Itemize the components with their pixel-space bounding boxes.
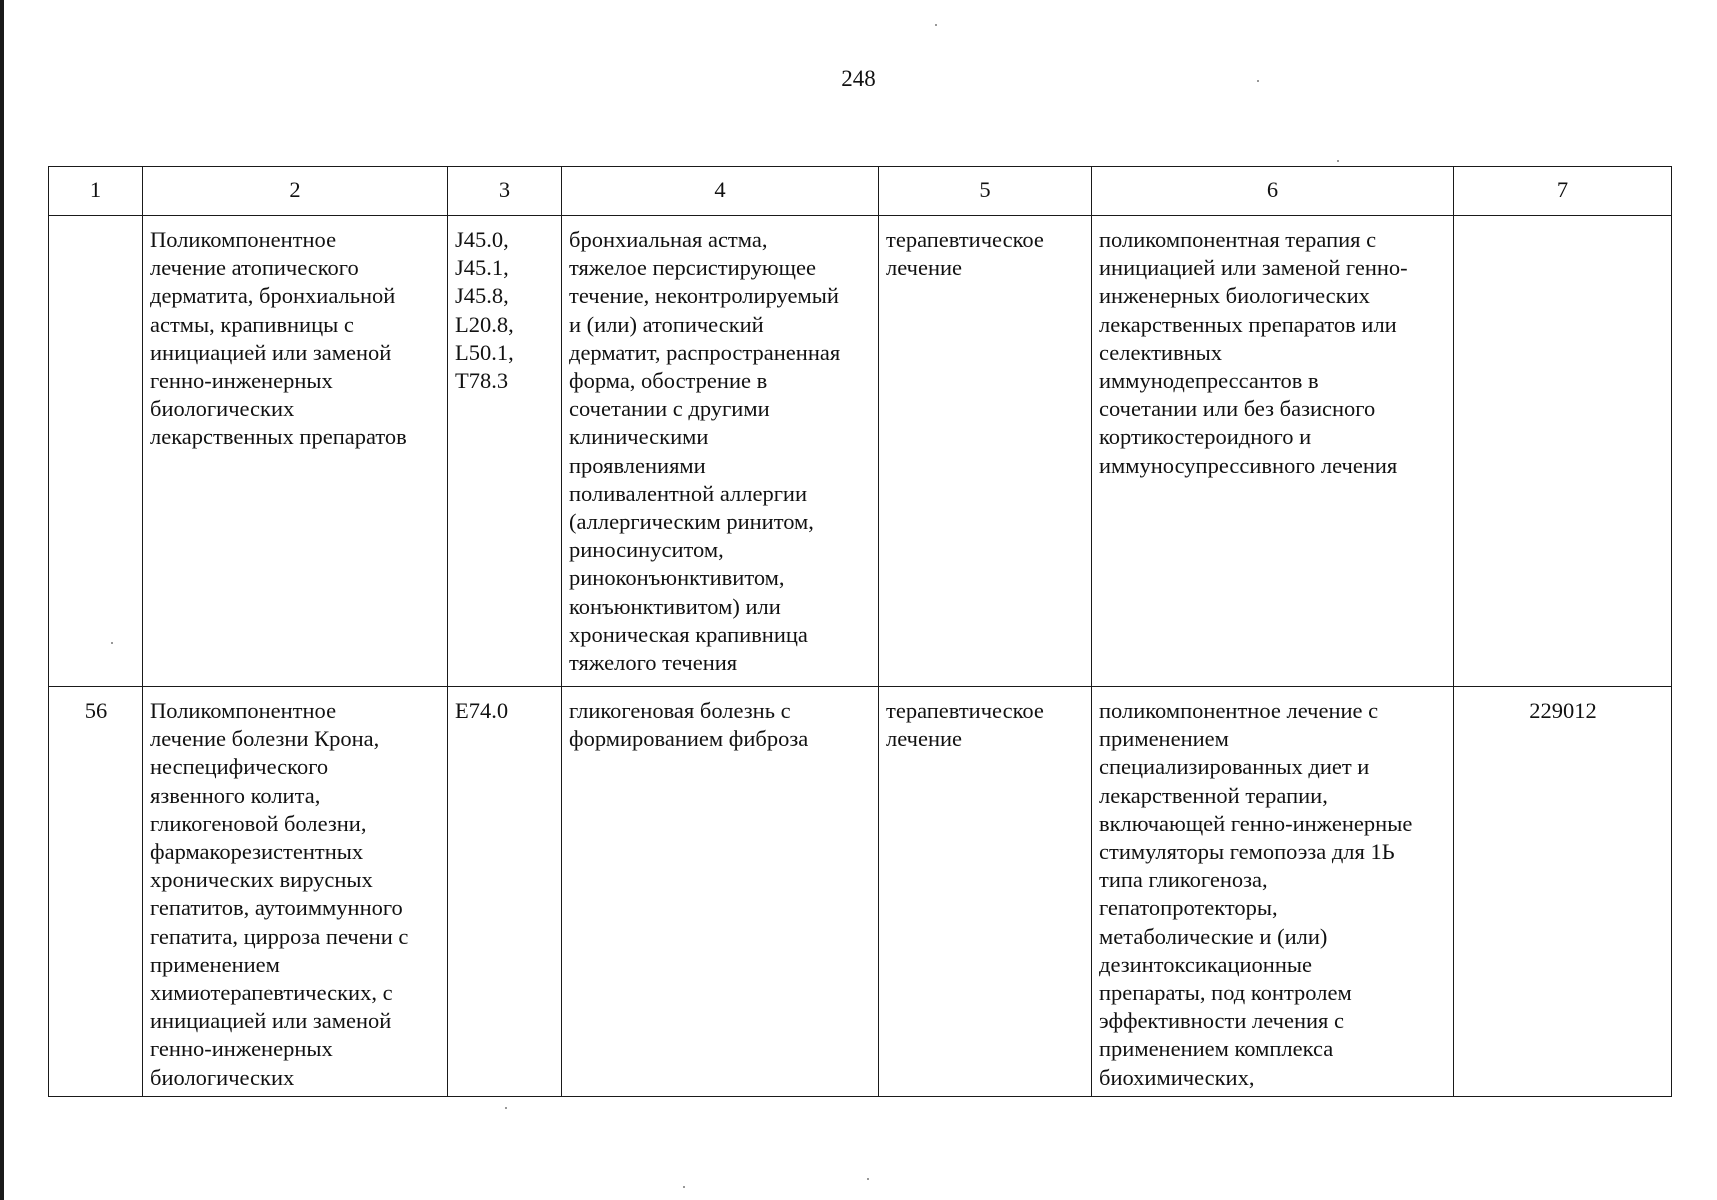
treatment-name-line: фармакорезистентных bbox=[150, 839, 364, 865]
treatment-name-cell bbox=[143, 216, 448, 687]
scan-speck bbox=[505, 1107, 507, 1109]
scan-speck bbox=[683, 1186, 685, 1188]
treatment-name-line: гликогеновой болезни, bbox=[150, 810, 367, 836]
treatment-name-line: Поликомпонентное bbox=[150, 227, 337, 252]
treatment-method-cell bbox=[1092, 687, 1454, 1097]
row-number-cell bbox=[49, 216, 143, 687]
treatment-name-line: астмы, крапивницы с bbox=[150, 311, 354, 337]
diagnosis-code: J45.8, bbox=[455, 283, 509, 309]
treatment-method-line: сочетании или без базисного bbox=[1099, 396, 1376, 422]
treatment-name-line: биологических bbox=[150, 396, 295, 422]
treatment-method-line: иммуносупрессивного лечения bbox=[1099, 452, 1398, 478]
column-number-5: 5 bbox=[879, 167, 1092, 216]
treatment-table bbox=[48, 166, 1672, 1097]
cost-value: 229012 bbox=[1529, 698, 1597, 723]
column-number-2: 2 bbox=[143, 167, 448, 216]
treatment-name-line: хронических вирусных bbox=[150, 867, 373, 893]
scan-speck bbox=[1257, 80, 1259, 82]
treatment-name-line: язвенного колита, bbox=[150, 782, 321, 808]
scan-edge bbox=[0, 0, 4, 1200]
treatment-method-line: препараты, под контролем bbox=[1099, 980, 1352, 1006]
treatment-method-line: инициацией или заменой генно- bbox=[1099, 255, 1408, 281]
treatment-name-line: генно-инженерных bbox=[150, 1036, 333, 1062]
diagnosis-codes-cell bbox=[448, 687, 562, 1097]
treatment-method-line: типа гликогеноза, bbox=[1099, 867, 1268, 893]
treatment-method-line: применением bbox=[1099, 726, 1229, 752]
patient-model-line: бронхиальная астма, bbox=[569, 227, 768, 252]
treatment-name-line: Поликомпонентное bbox=[150, 698, 337, 723]
treatment-method-line: лекарственной терапии, bbox=[1099, 782, 1328, 808]
patient-model-line: клиническими bbox=[569, 424, 709, 450]
treatment-method-line: иммунодепрессантов в bbox=[1099, 368, 1319, 394]
treatment-method-line: кортикостероидного и bbox=[1099, 424, 1312, 450]
cost-cell bbox=[1454, 687, 1672, 1097]
treatment-name-line: лечение атопического bbox=[150, 255, 359, 281]
table-row bbox=[49, 687, 1672, 1097]
column-number-3: 3 bbox=[448, 167, 562, 216]
treatment-type-line: терапевтическое bbox=[886, 698, 1044, 723]
treatment-name-line: неспецифического bbox=[150, 754, 329, 780]
patient-model-line: формированием фиброза bbox=[569, 726, 809, 752]
scan-speck bbox=[935, 24, 937, 26]
diagnosis-code: E74.0 bbox=[455, 698, 509, 723]
diagnosis-code: J45.0, bbox=[455, 227, 509, 252]
treatment-method-line: включающей генно-инженерные bbox=[1099, 810, 1413, 836]
treatment-name-line: генно-инженерных bbox=[150, 368, 333, 394]
treatment-method-line: гепатопротекторы, bbox=[1099, 895, 1278, 921]
treatment-name-line: лекарственных препаратов bbox=[150, 424, 407, 450]
treatment-method-line: эффективности лечения с bbox=[1099, 1008, 1345, 1034]
treatment-type-line: лечение bbox=[886, 255, 963, 281]
treatment-type-line: терапевтическое bbox=[886, 227, 1044, 252]
patient-model-line: форма, обострение в bbox=[569, 368, 768, 394]
diagnosis-code: T78.3 bbox=[455, 368, 509, 394]
treatment-method-line: поликомпонентное лечение с bbox=[1099, 698, 1379, 723]
patient-model-line: риноконъюнктивитом, bbox=[569, 565, 785, 591]
treatment-method-line: инженерных биологических bbox=[1099, 283, 1370, 309]
column-number-7: 7 bbox=[1454, 167, 1672, 216]
treatment-name-line: дерматита, бронхиальной bbox=[150, 283, 396, 309]
treatment-name-line: биологических bbox=[150, 1064, 295, 1090]
patient-model-line: поливалентной аллергии bbox=[569, 480, 808, 506]
treatment-method-line: метаболические и (или) bbox=[1099, 923, 1328, 949]
patient-model-line: риносинуситом, bbox=[569, 537, 724, 563]
table-row bbox=[49, 216, 1672, 687]
row-number: 56 bbox=[84, 698, 108, 723]
treatment-name-line: инициацией или заменой bbox=[150, 1008, 392, 1034]
treatment-type-cell bbox=[879, 687, 1092, 1097]
column-number-1: 1 bbox=[49, 167, 143, 216]
treatment-name-line: гепатита, цирроза печени с bbox=[150, 923, 409, 949]
diagnosis-code: L20.8, bbox=[455, 311, 514, 337]
page-number: 248 bbox=[841, 66, 876, 91]
patient-model-line: тяжелого течения bbox=[569, 650, 738, 676]
treatment-name-line: инициацией или заменой bbox=[150, 339, 392, 365]
scan-speck bbox=[111, 642, 113, 644]
treatment-method-line: биохимических, bbox=[1099, 1064, 1255, 1090]
treatment-name-cell bbox=[143, 687, 448, 1097]
scan-speck bbox=[1337, 160, 1339, 162]
row-number-cell bbox=[49, 687, 143, 1097]
patient-model-line: тяжелое персистирующее bbox=[569, 255, 816, 281]
column-number-row bbox=[49, 167, 1672, 216]
patient-model-line: и (или) атопический bbox=[569, 311, 764, 337]
patient-model-line: хроническая крапивница bbox=[569, 621, 808, 647]
treatment-method-line: лекарственных препаратов или bbox=[1099, 311, 1397, 337]
patient-model-line: гликогеновая болезнь с bbox=[569, 698, 791, 723]
diagnosis-code: L50.1, bbox=[455, 339, 514, 365]
patient-model-line: проявлениями bbox=[569, 452, 706, 478]
treatment-name-line: лечение болезни Крона, bbox=[150, 726, 380, 752]
treatment-method-line: селективных bbox=[1099, 339, 1223, 365]
cost-cell bbox=[1454, 216, 1672, 687]
patient-model-line: конъюнктивитом) или bbox=[569, 593, 781, 619]
treatment-method-line: специализированных диет и bbox=[1099, 754, 1370, 780]
patient-model-cell bbox=[562, 216, 879, 687]
scan-speck bbox=[867, 1178, 869, 1180]
diagnosis-codes-cell bbox=[448, 216, 562, 687]
patient-model-cell bbox=[562, 687, 879, 1097]
treatment-method-cell bbox=[1092, 216, 1454, 687]
treatment-method-line: дезинтоксикационные bbox=[1099, 951, 1312, 977]
treatment-method-line: стимуляторы гемопоэза для 1Ь bbox=[1099, 839, 1395, 865]
treatment-type-line: лечение bbox=[886, 726, 963, 752]
patient-model-line: течение, неконтролируемый bbox=[569, 283, 839, 309]
column-number-4: 4 bbox=[562, 167, 879, 216]
treatment-name-line: гепатитов, аутоиммунного bbox=[150, 895, 403, 921]
treatment-method-line: поликомпонентная терапия с bbox=[1099, 227, 1377, 252]
treatment-name-line: применением bbox=[150, 951, 280, 977]
patient-model-line: сочетании с другими bbox=[569, 396, 770, 422]
patient-model-line: (аллергическим ринитом, bbox=[569, 509, 814, 535]
treatment-type-cell bbox=[879, 216, 1092, 687]
treatment-name-line: химиотерапевтических, с bbox=[150, 980, 393, 1006]
column-number-6: 6 bbox=[1092, 167, 1454, 216]
patient-model-line: дерматит, распространенная bbox=[569, 339, 841, 365]
treatment-method-line: применением комплекса bbox=[1099, 1036, 1334, 1062]
diagnosis-code: J45.1, bbox=[455, 255, 509, 281]
